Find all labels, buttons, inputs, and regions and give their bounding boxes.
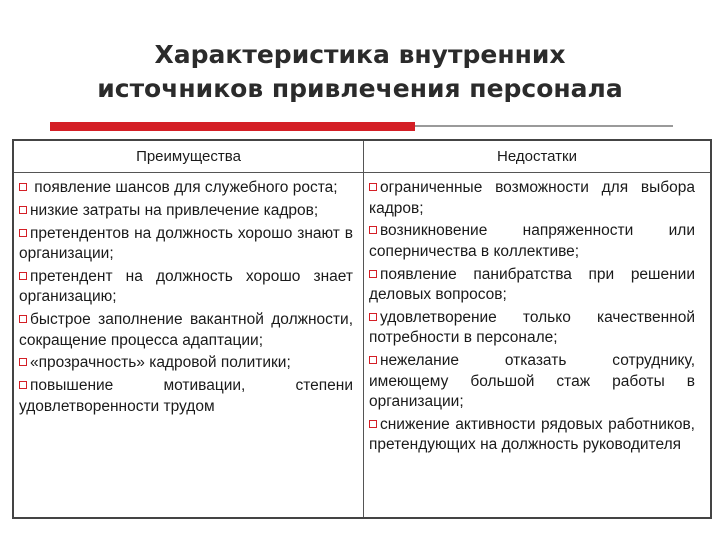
disadvantage-item: появление панибратства при решении деловых вопросов; xyxy=(369,265,695,304)
square-bullet-icon xyxy=(19,381,27,389)
advantages-column xyxy=(19,178,353,420)
disadvantages-column xyxy=(369,178,695,458)
disadvantage-item: удовлетворение только качественной потребности в персонале; xyxy=(369,308,695,347)
title-underline-red xyxy=(50,122,415,131)
slide-title-line-1: Характеристика внутренних xyxy=(154,40,566,69)
advantage-item: претендентов на должность хорошо знают в организации; xyxy=(19,224,353,263)
disadvantage-item: нежелание отказать сотруднику, имеющему большой стаж работы в организации; xyxy=(369,352,695,411)
square-bullet-icon xyxy=(369,226,377,234)
disadvantage-item: снижение активности рядовых работников, претендующих на должность руководителя xyxy=(369,415,695,454)
square-bullet-icon xyxy=(369,183,377,191)
header-advantages: Преимущества xyxy=(136,148,241,165)
square-bullet-icon xyxy=(369,420,377,428)
disadvantage-item: ограниченные возможности для выбора кадров; xyxy=(369,179,695,217)
advantage-item: «прозрачность» кадровой политики; xyxy=(19,353,353,374)
square-bullet-icon xyxy=(19,183,27,191)
square-bullet-icon xyxy=(369,356,377,364)
slide-title-line-2: источников привлечения персонала xyxy=(97,74,623,103)
square-bullet-icon xyxy=(19,206,27,214)
title-underline-gray xyxy=(415,125,673,127)
disadvantage-item: возникновение напряженности или соперничества в коллективе; xyxy=(369,222,695,260)
slide-title xyxy=(0,38,720,106)
square-bullet-icon xyxy=(369,313,377,321)
square-bullet-icon xyxy=(369,270,377,278)
square-bullet-icon xyxy=(19,315,27,323)
column-divider xyxy=(363,141,364,517)
header-disadvantages: Недостатки xyxy=(497,148,577,165)
square-bullet-icon xyxy=(19,229,27,237)
advantage-item: претендент на должность хорошо знает организацию; xyxy=(19,267,353,306)
advantage-item: появление шансов для служебного роста; xyxy=(19,178,353,199)
advantage-item: повышение мотивации, степени удовлетворенности трудом xyxy=(19,377,353,415)
header-divider xyxy=(14,172,710,173)
square-bullet-icon xyxy=(19,358,27,366)
advantage-item: низкие затраты на привлечение кадров; xyxy=(19,201,353,222)
square-bullet-icon xyxy=(19,272,27,280)
comparison-table xyxy=(12,139,712,519)
advantage-item: быстрое заполнение вакантной должности, сокращение процесса адаптации; xyxy=(19,311,353,349)
